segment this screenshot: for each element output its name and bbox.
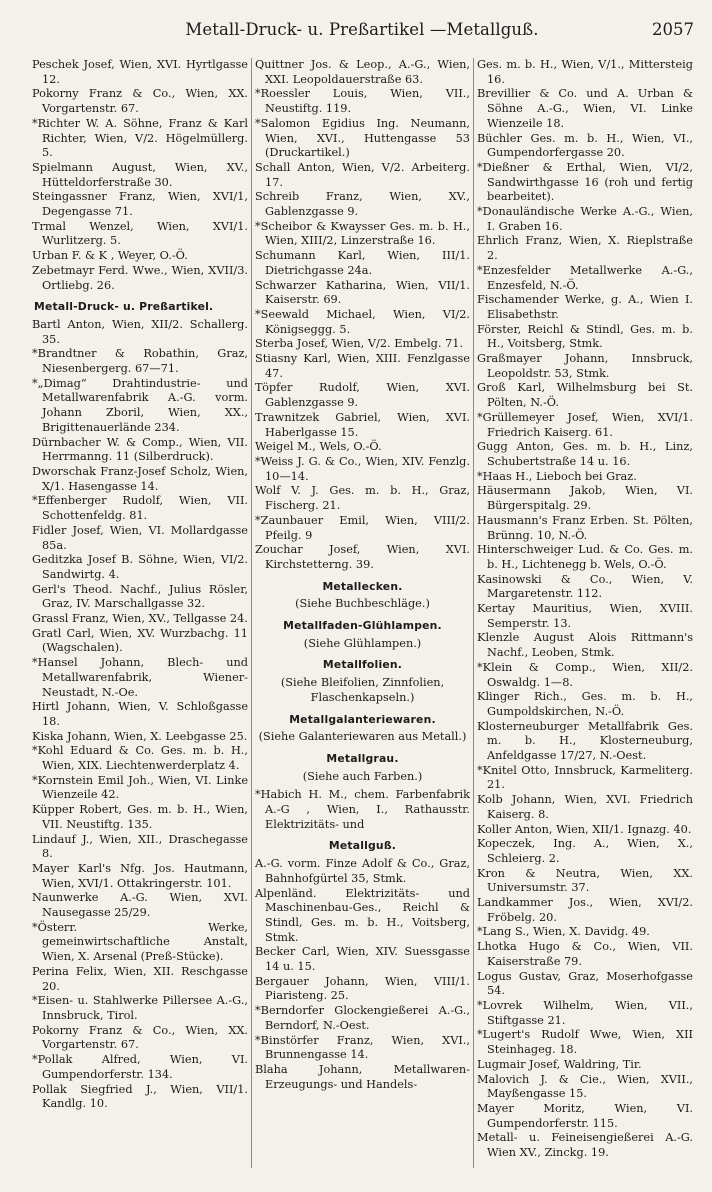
directory-entry: *Berndorfer Glockengießerei A.-G., Berndorf, N.-Oest. xyxy=(255,1004,470,1032)
directory-entry: Geditzka Josef B. Söhne, Wien, VI/2. Sandwirtg. 4. xyxy=(32,553,248,581)
directory-entry: Malovich J. & Cie., Wien, XVII., Mayßengasse 15. xyxy=(477,1072,693,1101)
directory-entry: *Richter W. A. Söhne, Franz & Karl Richter, Wien, V/2. Högelmüllerg. 5. xyxy=(32,116,248,160)
directory-entry: Lugmair Josef, Waldring, Tir. xyxy=(477,1057,642,1071)
directory-entry: Kasinowski & Co., Wien, V. Margaretenstr. 112. xyxy=(477,572,693,601)
directory-entry: Kertay Mauritius, Wien, XVIII. Semperstr. 13. xyxy=(477,602,693,630)
directory-entry: *Zaunbauer Emil, Wien, VIII/2. Pfeilg. 9 xyxy=(255,513,470,542)
directory-entry: Küpper Robert, Ges. m. b. H., Wien, VII. Neustiftg. 135. xyxy=(32,803,248,831)
page-number: 2057 xyxy=(652,19,694,39)
directory-entry: Logus Gustav, Graz, Moserhofgasse 54. xyxy=(477,969,693,998)
directory-entry: Peschek Josef, Wien, XVI. Hyrtlgasse 12. xyxy=(32,58,248,86)
directory-entry: *Klein & Comp., Wien, XII/2. Oswaldg. 1—8. xyxy=(477,660,693,689)
directory-entry: *Kornstein Emil Joh., Wien, VI. Linke Wienzeile 42. xyxy=(32,773,248,802)
directory-entry: Schwarzer Katharina, Wien, VII/1. Kaiserstr. 69. xyxy=(255,278,470,307)
directory-entry: Brevillier & Co. und A. Urban & Söhne A.-G., Wien, VI. Linke Wienzeile 18. xyxy=(477,87,693,130)
directory-entry: *Habich H. M., chem. Farbenfabrik A.-G , Wien, I., Rathausstr. Elektrizitäts- und xyxy=(255,788,470,831)
directory-entry: Hirtl Johann, Wien, V. Schloßgasse 18. xyxy=(32,700,248,728)
directory-entry: Zouchar Josef, Wien, XVI. Kirchstetterng. 39. xyxy=(255,543,470,571)
section-heading-druck-pressartikel: Metall-Druck- u. Preßartikel. xyxy=(34,300,214,314)
directory-entry: *Grüllemeyer Josef, Wien, XVI/1. Friedrich Kaiserg. 61. xyxy=(477,410,693,439)
directory-entry: Ges. m. b. H., Wien, V/1., Mittersteig 16. xyxy=(477,58,693,86)
directory-entry: Naunwerke A.-G. Wien, XVI. Nausegasse 25/29. xyxy=(32,891,248,920)
directory-entry: Blaha Johann, Metallwaren-Erzeugungs- und Handels- xyxy=(255,1063,470,1091)
directory-entry: Weigel M., Wels, O.-Ö. xyxy=(255,440,382,454)
section-crossref: (Siehe auch Farben.) xyxy=(302,769,423,783)
directory-entry: Koller Anton, Wien, XII/1. Ignazg. 40. xyxy=(477,822,692,836)
directory-entry: Bergauer Johann, Wien, VIII/1. Piaristeng. 25. xyxy=(255,974,470,1003)
directory-entry: *Effenberger Rudolf, Wien, VII. Schottenfeldg. 81. xyxy=(32,494,248,523)
directory-entry: Klenzle August Alois Rittmann's Nachf., Leoben, Stmk. xyxy=(477,631,693,660)
directory-entry: Alpenländ. Elektrizitäts- und Maschinenbau-Ges., Reichl & Stindl, Ges. m. b. H., Voitsberg, Stmk. xyxy=(255,886,470,944)
directory-entry: Spielmann August, Wien, XV., Hütteldorferstraße 30. xyxy=(32,160,248,189)
directory-entry: *Enzesfelder Metallwerke A.-G., Enzesfeld, N.-Ö. xyxy=(477,263,693,292)
directory-entry: *Lugert's Rudolf Wwe, Wien, XII Steinhageg. 18. xyxy=(477,1028,693,1057)
directory-entry: Kron & Neutra, Wien, XX. Universumstr. 37. xyxy=(477,866,693,895)
directory-entry: A.-G. vorm. Finze Adolf & Co., Graz, Bahnhofgürtel 35, Stmk. xyxy=(255,857,470,885)
directory-entry: *Kohl Eduard & Co. Ges. m. b. H., Wien, XIX. Liechtenwerderplatz 4. xyxy=(32,744,248,773)
directory-entry: Stiasny Karl, Wien, XIII. Fenzlgasse 47. xyxy=(255,352,470,380)
directory-entry: Fischamender Werke, g. A., Wien I. Elisabethstr. xyxy=(477,293,693,321)
directory-entry: Dworschak Franz-Josef Scholz, Wien, X/1. Hasengasse 14. xyxy=(32,464,248,493)
section-heading: Metallfaden-Glühlampen. xyxy=(283,619,442,633)
entry-list-metallgrau xyxy=(255,788,470,832)
directory-entry: *Lang S., Wien, X. Davidg. 49. xyxy=(477,925,650,939)
directory-entry: *Binstörfer Franz, Wien, XVI., Brunnengasse 14. xyxy=(255,1033,470,1062)
directory-entry: Lhotka Hugo & Co., Wien, VII. Kaiserstraße 79. xyxy=(477,940,693,968)
directory-entry: Schumann Karl, Wien, III/1. Dietrichgasse 24a. xyxy=(255,249,470,277)
directory-entry: Büchler Ges. m. b. H., Wien, VI., Gumpendorfergasse 20. xyxy=(477,131,693,160)
directory-entry: *Brandtner & Robathin, Graz, Niesenbergerg. 67—71. xyxy=(32,347,248,376)
directory-entry: Töpfer Rudolf, Wien, XVI. Gablenzgasse 9. xyxy=(255,381,470,410)
directory-entry: Gugg Anton, Ges. m. b. H., Linz, Schubertstraße 14 u. 16. xyxy=(477,440,693,468)
directory-entry: Gerl's Theod. Nachf., Julius Rösler, Graz, IV. Marschallgasse 32. xyxy=(32,582,248,611)
directory-entry: Zebetmayr Ferd. Wwe., Wien, XVII/3. Ortliebg. 26. xyxy=(32,263,248,292)
entry-list-1a xyxy=(32,58,248,293)
directory-entry: *Österr. Werke, gemeinwirtschaftliche Anstalt, Wien, X. Arsenal (Preß-Stücke). xyxy=(32,920,248,964)
directory-entry: Landkammer Jos., Wien, XVI/2. Fröbelg. 20. xyxy=(477,896,693,924)
directory-entry: Klinger Rich., Ges. m. b. H., Gumpoldskirchen, N.-Ö. xyxy=(477,690,693,718)
directory-entry: *Scheibor & Kwaysser Ges. m. b. H., Wien, XIII/2, Linzerstraße 16. xyxy=(255,219,470,248)
section-heading: Metallecken. xyxy=(322,579,403,593)
directory-entry: Hinterschweiger Lud. & Co. Ges. m. b. H., Lichtenegg b. Wels, O.-Ö. xyxy=(477,543,693,571)
directory-entry: *Haas H., Lieboch bei Graz. xyxy=(477,469,637,483)
directory-entry: *„Dimag“ Drahtindustrie- und Metallwarenfabrik A.-G. vorm. Johann Zboril, Wien, XX., Brigittenauerlände 234. xyxy=(32,376,248,434)
directory-entry: Klosterneuburger Metallfabrik Ges. m. b. H., Klosterneuburg, Anfeldgasse 17/27, N.-Oest. xyxy=(477,719,693,763)
directory-entry: Schreib Franz, Wien, XV., Gablenzgasse 9. xyxy=(255,190,470,219)
directory-entry: *Lovrek Wilhelm, Wien, VII., Stiftgasse 21. xyxy=(477,999,693,1027)
section-crossref: (Siehe Galanteriewaren aus Metall.) xyxy=(258,730,467,744)
directory-entry: Fidler Josef, Wien, VI. Mollardgasse 85a. xyxy=(32,523,248,552)
directory-entry: Trmal Wenzel, Wien, XVI/1. Wurlitzerg. 5. xyxy=(32,219,248,248)
directory-entry: *Donauländische Werke A.-G., Wien, I. Graben 16. xyxy=(477,205,693,233)
section-heading: Metallfolien. xyxy=(322,658,403,672)
section-heading-metallguss: Metallguß. xyxy=(328,839,397,853)
directory-entry: Schall Anton, Wien, V/2. Arbeiterg. 17. xyxy=(255,160,470,189)
entry-list-3 xyxy=(477,58,693,1161)
directory-entry: *Hansel Johann, Blech- und Metallwarenfabrik, Wiener-Neustadt, N.-Oe. xyxy=(32,656,248,699)
directory-entry: Metall- u. Feineisengießerei A.-G. Wien XV., Zinckg. 19. xyxy=(477,1131,693,1160)
directory-entry: Mayer Moritz, Wien, VI. Gumpendorferstr. 115. xyxy=(477,1101,693,1130)
directory-entry: *Weiss J. G. & Co., Wien, XIV. Fenzlg. 10—14. xyxy=(255,454,470,483)
directory-entry: Trawnitzek Gabriel, Wien, XVI. Haberlgasse 15. xyxy=(255,410,470,439)
directory-entry: Perina Felix, Wien, XII. Reschgasse 20. xyxy=(32,964,248,993)
directory-entry: Häusermann Jakob, Wien, VI. Bürgerspitalg. 29. xyxy=(477,484,693,513)
section-heading-metallgrau: Metallgrau. xyxy=(326,751,399,765)
directory-entry: *Roessler Louis, Wien, VII., Neustiftg. 119. xyxy=(255,87,470,116)
directory-entry: Pollak Siegfried J., Wien, VII/1. Kandlg. 10. xyxy=(32,1082,248,1111)
directory-entry: Kiska Johann, Wien, X. Leebgasse 25. xyxy=(32,729,248,743)
entry-list-2a xyxy=(255,58,470,573)
directory-entry: Hausmann's Franz Erben. St. Pölten, Brünng. 10, N.-Ö. xyxy=(477,513,693,542)
text-columns xyxy=(30,58,696,1168)
directory-entry: Wolf V. J. Ges. m. b. H., Graz, Fischerg. 21. xyxy=(255,484,470,513)
section-heading: Metallgalanteriewaren. xyxy=(289,712,436,726)
directory-entry: Ehrlich Franz, Wien, X. Rieplstraße 2. xyxy=(477,234,693,263)
cross-reference-sections xyxy=(255,580,470,745)
directory-entry: Steingassner Franz, Wien, XVI/1, Degengasse 71. xyxy=(32,190,248,219)
directory-entry: Becker Carl, Wien, XIV. Suessgasse 14 u. 15. xyxy=(255,945,470,974)
directory-entry: *Seewald Michael, Wien, VI/2. Königseggg. 5. xyxy=(255,307,470,336)
page-title: Metall-Druck- u. Preßartikel —Metallguß. xyxy=(185,19,539,39)
directory-entry: Grassl Franz, Wien, XV., Tellgasse 24. xyxy=(32,612,248,626)
directory-entry: Urban F. & K , Weyer, O.-Ö. xyxy=(32,249,188,263)
directory-entry: Dürnbacher W. & Comp., Wien, VII. Herrmanng. 11 (Silberdruck). xyxy=(32,435,248,464)
directory-entry: Bartl Anton, Wien, XII/2. Schallerg. 35. xyxy=(32,317,248,346)
directory-entry: Mayer Karl's Nfg. Jos. Hautmann, Wien, XVI/1. Ottakringerstr. 101. xyxy=(32,861,248,890)
directory-entry: Lindauf J., Wien, XII., Draschegasse 8. xyxy=(32,832,248,861)
directory-entry: Kolb Johann, Wien, XVI. Friedrich Kaiserg. 8. xyxy=(477,793,693,821)
directory-entry: Pokorny Franz & Co., Wien, XX. Vorgartenstr. 67. xyxy=(32,87,248,116)
directory-entry: Sterba Josef, Wien, V/2. Embelg. 71. xyxy=(255,337,464,351)
entry-list-1b xyxy=(32,318,248,1112)
directory-entry: Kopeczek, Ing. A., Wien, X., Schleierg. 2. xyxy=(477,837,693,865)
directory-entry: Graßmayer Johann, Innsbruck, Leopoldstr. 53, Stmk. xyxy=(477,352,693,380)
column-3 xyxy=(474,58,696,1168)
directory-entry: *Knitel Otto, Innsbruck, Karmeliterg. 21. xyxy=(477,763,693,792)
directory-entry: Gratl Carl, Wien, XV. Wurzbachg. 11 (Wagschalen). xyxy=(32,626,248,655)
directory-entry: *Dießner & Erthal, Wien, VI/2, Sandwirthgasse 16 (roh und fertig bearbeitet). xyxy=(477,160,693,204)
section-crossref: (Siehe Buchbeschläge.) xyxy=(295,597,430,611)
directory-entry: *Eisen- u. Stahlwerke Pillersee A.-G., Innsbruck, Tirol. xyxy=(32,994,248,1022)
directory-entry: *Salomon Egidius Ing. Neumann, Wien, XVI., Huttengasse 53 (Druckartikel.) xyxy=(255,116,470,160)
section-crossref: (Siehe Glühlampen.) xyxy=(303,636,422,650)
section-crossref: (Siehe Bleifolien, Zinnfolien, Flaschenkapseln.) xyxy=(280,676,445,704)
column-2 xyxy=(252,58,474,1168)
entry-list-metallguss xyxy=(255,857,470,1092)
directory-entry: Quittner Jos. & Leop., A.-G., Wien, XXI. Leopoldauerstraße 63. xyxy=(255,58,470,86)
directory-entry: *Pollak Alfred, Wien, VI. Gumpendorferstr. 134. xyxy=(32,1053,248,1081)
directory-entry: Groß Karl, Wilhelmsburg bei St. Pölten, N.-Ö. xyxy=(477,381,693,410)
column-1 xyxy=(30,58,252,1168)
running-header xyxy=(30,14,694,44)
directory-entry: Förster, Reichl & Stindl, Ges. m. b. H., Voitsberg, Stmk. xyxy=(477,322,693,351)
directory-entry: Pokorny Franz & Co., Wien, XX. Vorgartenstr. 67. xyxy=(32,1023,248,1052)
